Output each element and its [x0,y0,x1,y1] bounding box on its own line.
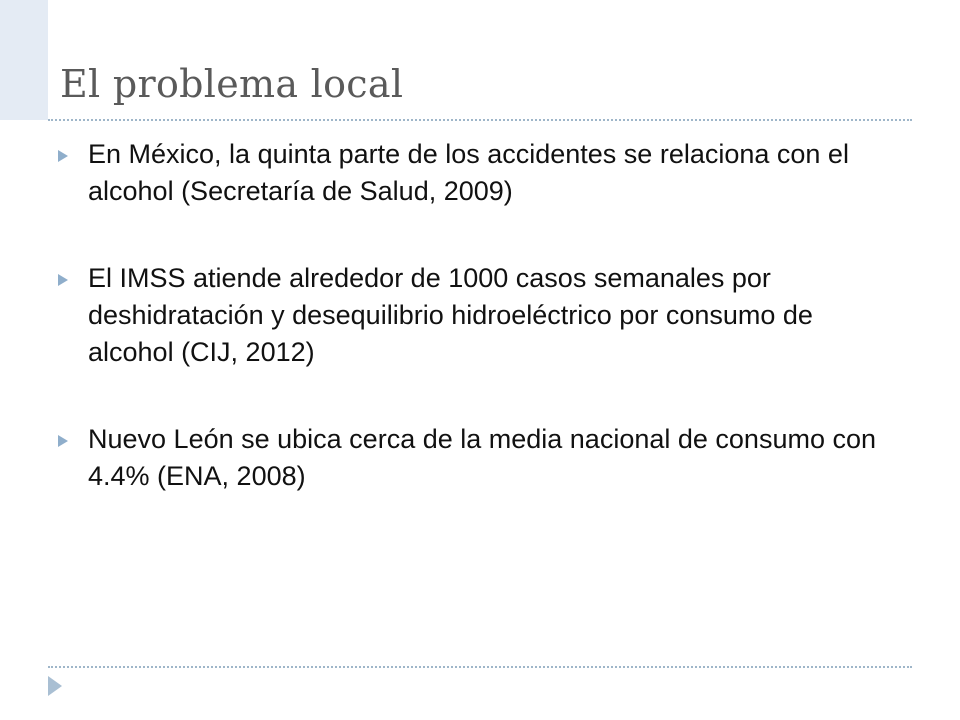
triangle-right-icon [58,274,68,286]
bullet-text: El IMSS atiende alrededor de 1000 casos semanales por deshidratación y desequilibrio hidroeléctrico por consumo de alcohol (CIJ, 2012) [88,263,813,367]
triangle-right-icon [48,676,62,696]
triangle-right-icon [58,150,68,162]
bullet-list [58,136,898,545]
bullet-text: En México, la quinta parte de los accidentes se relaciona con el alcohol (Secretaría de Salud, 2009) [88,139,849,206]
title-divider [48,119,912,121]
slide-title: El problema local [60,62,404,106]
list-item [58,136,898,210]
list-item [58,421,898,495]
list-item [58,260,898,371]
bullet-text: Nuevo León se ubica cerca de la media nacional de consumo con 4.4% (ENA, 2008) [88,424,876,491]
footer-divider [48,666,912,668]
triangle-right-icon [58,435,68,447]
corner-accent-block [0,0,48,120]
